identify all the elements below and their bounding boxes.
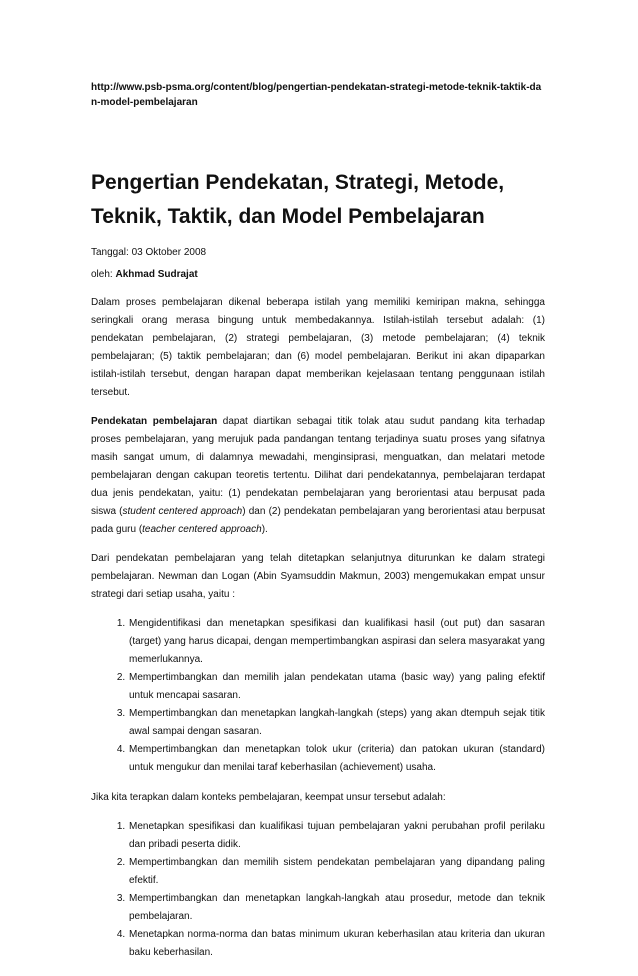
pendekatan-paragraph (91, 413, 545, 539)
strategi-paragraph: Dari pendekatan pembelajaran yang telah ditetapkan selanjutnya diturunkan ke dalam strategi pembelajaran. Newman dan Logan (Abin Syamsuddin Makmun, 2003) mengemukakan empat unsur strategi dari setiap usaha, yaitu : (91, 553, 545, 600)
list-item: 3. Mempertimbangkan dan menetapkan langkah-langkah atau prosedur, metode dan teknik pembelajaran. (128, 890, 545, 926)
list-item: 2. Mempertimbangkan dan memilih sistem pendekatan pembelajaran yang dipandang paling efektif. (128, 854, 545, 890)
author-name: Akhmad Sudrajat (115, 269, 198, 280)
strategy-elements-list (91, 615, 545, 777)
author-line (91, 268, 545, 282)
list-item: 1. Menetapkan spesifikasi dan kualifikasi tujuan pembelajaran yakni perubahan profil perilaku dan pribadi peserta didik. (128, 818, 545, 854)
pendekatan-text-3: ). (261, 524, 268, 535)
pendekatan-italic-1: student centered approach (122, 506, 243, 517)
pendekatan-text-2: ) dan (2) pendekatan pembelajaran yang berorientasi atau berpusat pada guru ( (91, 506, 545, 535)
pendekatan-term: Pendekatan pembelajaran (91, 416, 218, 427)
document-page (91, 80, 545, 974)
author-prefix: oleh: (91, 269, 116, 280)
source-url[interactable]: http://www.psb-psma.org/content/blog/pengertian-pendekatan-strategi-metode-teknik-taktik-dan-model-pembelajaran (91, 82, 542, 108)
date-line: Tanggal: 03 Oktober 2008 (91, 247, 207, 258)
list-item: 4. Menetapkan norma-norma dan batas minimum ukuran keberhasilan atau kriteria dan ukuran baku keberhasilan. (128, 926, 545, 962)
intro-paragraph: Dalam proses pembelajaran dikenal beberapa istilah yang memiliki kemiripan makna, sehingga seringkali orang merasa bingung untuk membedakannya. Istilah-istilah tersebut adalah: (1) pendekatan pembelajaran, (2) strategi pembelajaran, (3) metode pembelajaran; (4) teknik pembelajaran; (5) taktik pembelajaran; dan (6) model pembelajaran. Berikut ini akan dipaparkan istilah-istilah tersebut, dengan harapan dapat memberikan kejelasaan tentang penggunaan istilah tersebut. (91, 297, 545, 398)
pendekatan-italic-2: teacher centered approach (142, 524, 262, 535)
list-item: 1. Mengidentifikasi dan menetapkan spesifikasi dan kualifikasi hasil (out put) dan sasaran (target) yang harus dicapai, dengan mempertimbangkan aspirasi dan selera masyarakat yang memerlukannya. (128, 615, 545, 669)
page-title: Pengertian Pendekatan, Strategi, Metode, Teknik, Taktik, dan Model Pembelajaran (91, 171, 505, 228)
pendekatan-text-1: dapat diartikan sebagai titik tolak atau sudut pandang kita terhadap proses pembelajaran, yang merujuk pada pandangan tentang terjadinya suatu proses yang sifatnya masih sangat umum, di dalamnya mewadahi, menginsiprasi, menguatkan, dan melatari metode pembelajaran dengan cakupan teoretis tertentu. Dilihat dari pendekatannya, pembelajaran terdapat dua jenis pendekatan, yaitu: (1) pendekatan pembelajaran yang berorientasi atau berpusat pada siswa ( (91, 416, 545, 517)
learning-elements-list (91, 818, 545, 962)
list-item: 2. Mempertimbangkan dan memilih jalan pendekatan utama (basic way) yang paling efektif untuk mencapai sasaran. (128, 669, 545, 705)
list-item: 3. Mempertimbangkan dan menetapkan langkah-langkah (steps) yang akan dtempuh sejak titik awal sampai dengan sasaran. (128, 705, 545, 741)
list-item: 4. Mempertimbangkan dan menetapkan tolok ukur (criteria) dan patokan ukuran (standard) untuk mengukur dan menilai taraf keberhasilan (achievement) usaha. (128, 741, 545, 777)
context-paragraph: Jika kita terapkan dalam konteks pembelajaran, keempat unsur tersebut adalah: (91, 792, 446, 803)
